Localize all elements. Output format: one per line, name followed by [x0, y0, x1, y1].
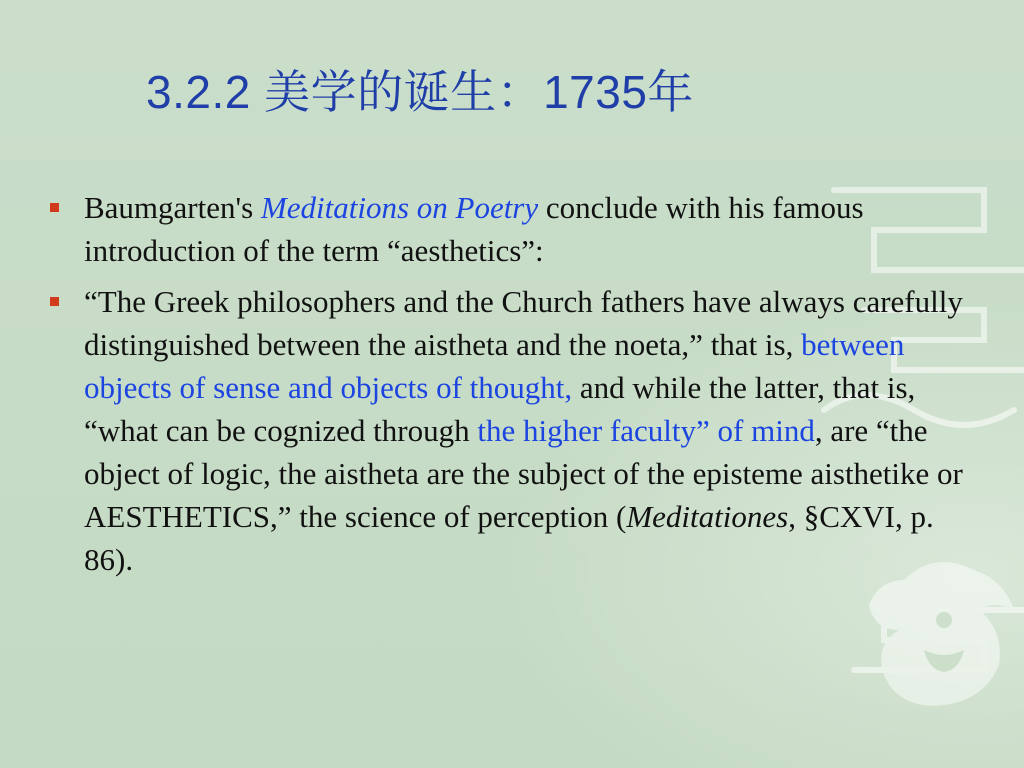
bullet-list: [46, 186, 976, 589]
text-segment: , §CXVI, p. 86).: [84, 499, 934, 577]
highlighted-phrase: between objects of sense and objects of thought,: [84, 327, 905, 405]
text-segment: conclude with his famous introduction of the term “aesthetics”:: [84, 190, 864, 268]
bullet-square-icon: [50, 203, 59, 212]
text-segment: “The Greek philosophers and the Church fathers have always carefully distinguished between the aistheta and the noeta,” that is,: [84, 284, 963, 362]
book-title-highlight: Meditations on Poetry: [260, 190, 539, 225]
bullet-square-icon: [50, 297, 59, 306]
list-item: [46, 186, 976, 272]
slide-title: 3.2.2 美学的诞生：1735年: [146, 66, 694, 118]
text-segment: and while the latter, that is, “what can be cognized through: [84, 370, 916, 448]
citation-title: Meditationes: [626, 499, 789, 534]
highlighted-phrase: the higher faculty” of mind: [477, 413, 815, 448]
list-item: [46, 280, 976, 581]
text-segment: Baumgarten's: [84, 190, 261, 225]
text-segment: , are “the object of logic, the aistheta are the subject of the episteme aisthetike or AESTHETICS,” the science of perception (: [84, 413, 963, 534]
